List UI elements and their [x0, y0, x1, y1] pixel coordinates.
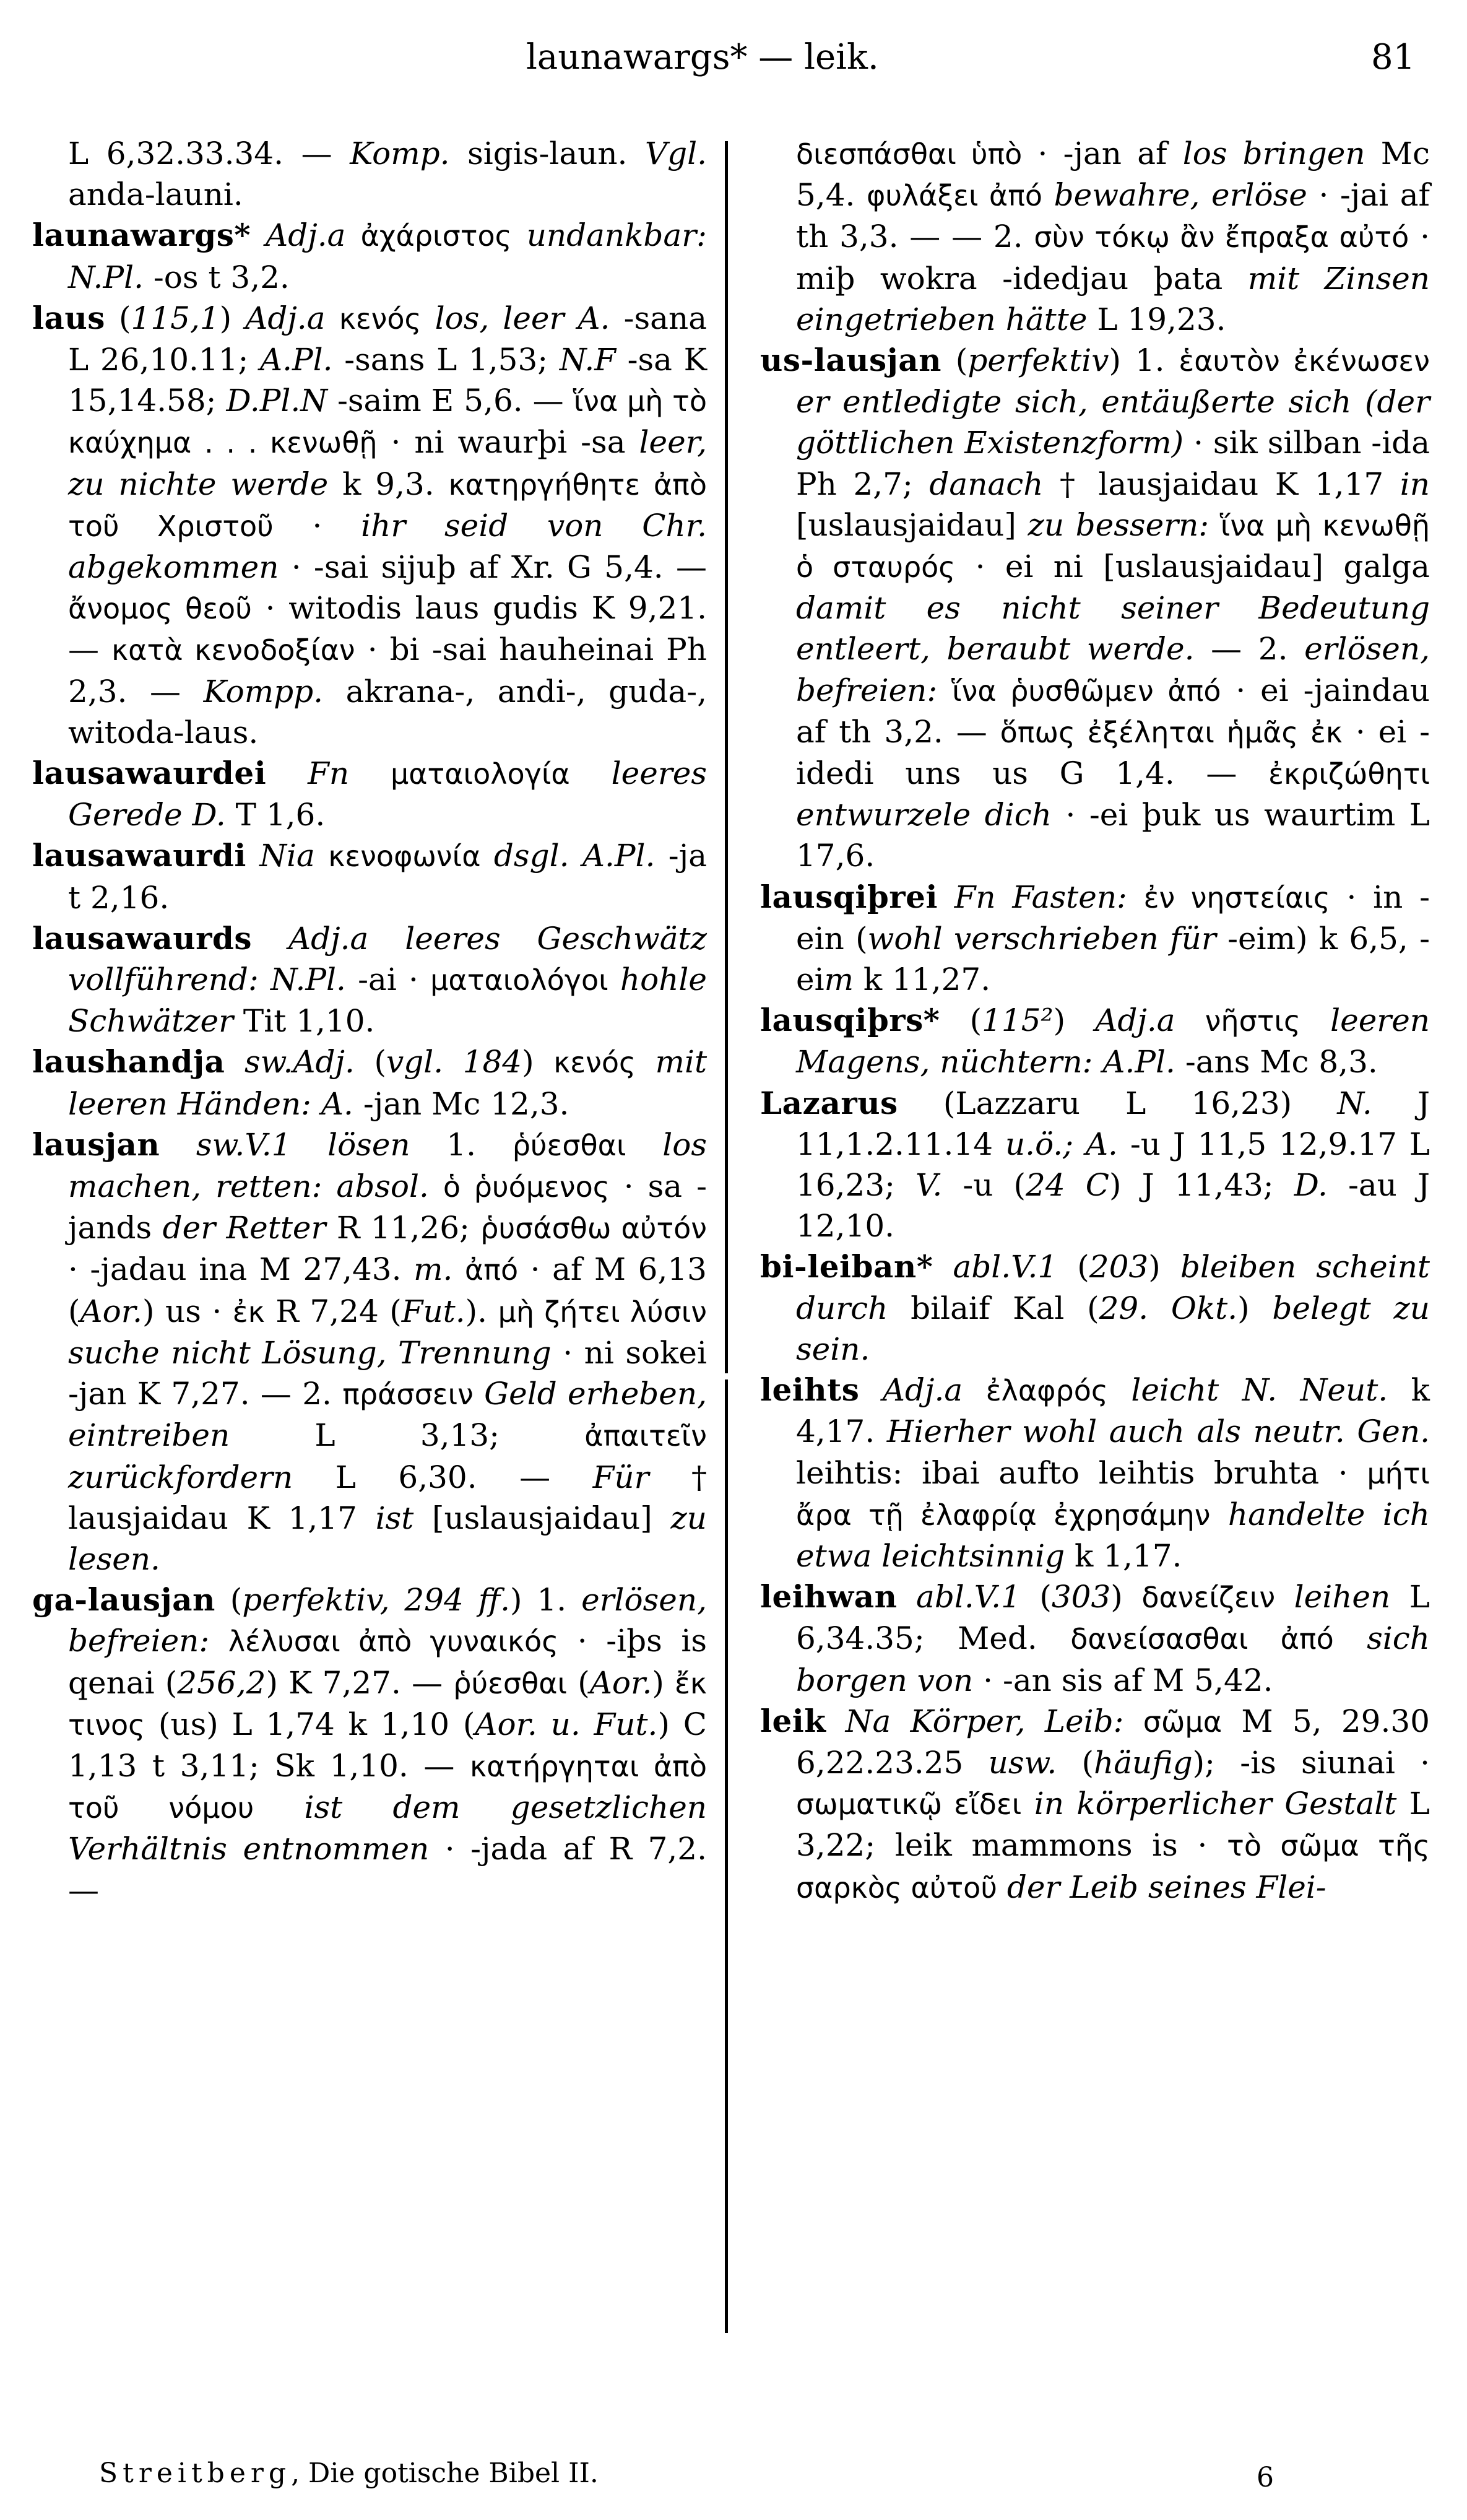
greek-text: ἀπαιτεῖν	[584, 1419, 707, 1453]
dictionary-entry	[760, 1083, 1430, 1247]
greek-text: ἵνα μὴ κενωθῇ ὁ σταυρός	[796, 508, 1430, 584]
italic-gloss: Kompp.	[203, 673, 324, 710]
italic-gloss: abl.V.1	[897, 1579, 1021, 1615]
body-text: ·	[273, 507, 361, 544]
dictionary-entry	[32, 215, 707, 297]
dictionary-entry	[760, 1000, 1430, 1082]
body-text: )	[1110, 1579, 1142, 1615]
greek-text: τὸ σῶμα τῆς σαρκὸς αὐτοῦ	[796, 1829, 1430, 1905]
headword: lausqiþrs*	[760, 1002, 940, 1039]
body-text: Mc 5,4.	[796, 136, 1430, 214]
body-text: · -jan af	[1022, 136, 1183, 172]
headword: leihts	[760, 1371, 860, 1409]
body-text: -saim E 5,6. —	[327, 383, 574, 419]
italic-gloss: m.	[413, 1251, 453, 1288]
body-text: -ai ·	[345, 962, 431, 998]
dictionary-entry	[760, 1246, 1430, 1370]
column-divider	[725, 141, 728, 1373]
italic-gloss: Nia	[246, 838, 329, 874]
body-text: anda-launi.	[68, 176, 243, 213]
dictionary-entry	[32, 298, 707, 753]
italic-gloss: Hierher wohl auch als neutr. Gen.	[886, 1414, 1430, 1450]
greek-text: σὺν τόκῳ ἂν ἔπραξα αὐτό	[1034, 220, 1409, 254]
greek-text: ὅπως ἐξέληται ἡμᾶς ἐκ	[1000, 715, 1343, 749]
body-text	[937, 672, 952, 708]
greek-text: σῶμα	[1143, 1705, 1222, 1739]
italic-gloss: häufig	[1094, 1744, 1193, 1781]
headword: laushandja	[32, 1043, 225, 1080]
italic-gloss: in	[1400, 466, 1430, 502]
body-text: L 19,23.	[1087, 301, 1226, 337]
italic-gloss: A.Pl.	[260, 342, 333, 378]
dictionary-entry	[32, 753, 707, 835]
italic-gloss: mit Zinsen eingetrieben hätte	[796, 260, 1430, 337]
greek-text: κατήργηται ἀπὸ τοῦ νόμου	[68, 1749, 707, 1825]
body-text: · sa -jands	[68, 1168, 707, 1246]
body-text: )	[219, 300, 246, 336]
italic-gloss: D.Pl.N	[226, 383, 327, 419]
signature-line	[99, 2455, 599, 2492]
greek-text: κενοφωνία	[328, 840, 481, 874]
italic-gloss: sw.Adj.	[225, 1044, 355, 1080]
body-text: (	[105, 300, 131, 336]
body-text: -sana L 26,10.11;	[68, 300, 708, 378]
body-text: · -ei þuk us waurtim L 17,6.	[796, 797, 1430, 874]
body-text	[209, 1623, 228, 1659]
dictionary-entry	[32, 1124, 707, 1579]
entry-continuation	[760, 133, 1430, 340]
dictionary-entry	[760, 877, 1430, 1001]
body-text: † lausjaidau K 1,17	[1043, 466, 1400, 502]
body-text: )	[1237, 1290, 1273, 1326]
body-text: · ei -idedi uns us G 1,4. —	[796, 713, 1430, 792]
body-text: (	[1057, 1249, 1089, 1285]
body-text: · in -ein (	[796, 879, 1430, 957]
body-text: · af M 6,13 (	[68, 1251, 707, 1329]
headword: lausawaurds	[32, 919, 253, 957]
headword: launawargs*	[32, 217, 251, 254]
body-text: -sa K 15,14.58;	[68, 342, 707, 419]
body-text: (us) L 1,74 k 1,10 (	[145, 1706, 475, 1742]
body-text	[1175, 1002, 1205, 1038]
italic-gloss: leicht N. Neut.	[1107, 1372, 1388, 1409]
italic-gloss: damit es nicht seiner Bedeutung entleert, beraubt werde.	[796, 590, 1430, 667]
body-text: · -sai sijuþ af Xr. G 5,4. —	[279, 549, 707, 586]
body-text: (	[940, 1002, 982, 1039]
italic-gloss: los machen, retten: absol.	[68, 1126, 707, 1205]
body-text: ) 1.	[1109, 342, 1179, 379]
page-number: 81	[1371, 37, 1416, 77]
greek-text: λέλυσαι ἀπὸ γυναικός	[228, 1625, 559, 1659]
headword: Lazarus	[760, 1084, 898, 1121]
italic-gloss: Komp.	[350, 136, 450, 172]
italic-gloss: los bringen	[1182, 136, 1365, 172]
greek-text: ματαιολόγοι	[430, 963, 608, 997]
body-text: · ni sokei -jan K 7,27. — 2.	[68, 1334, 707, 1412]
italic-gloss: perfektiv	[967, 342, 1109, 379]
italic-gloss: Adj.a	[251, 217, 361, 254]
italic-gloss: Aor. u. Fut.	[475, 1706, 658, 1742]
body-text: -sans L 1,53;	[332, 342, 560, 378]
column-divider	[725, 1379, 728, 2333]
body-text: (	[215, 1582, 243, 1618]
body-text: · miþ wokra -idedjau þata	[796, 219, 1430, 297]
body-text: -ja t 2,16.	[68, 838, 708, 916]
body-text: (	[354, 1044, 386, 1080]
body-text: akrana-, andi-, guda-, witoda-laus.	[68, 673, 707, 750]
signature-author: Streitberg	[99, 2457, 292, 2489]
running-title: launawargs* — leik.	[526, 37, 879, 77]
italic-gloss: los, leer A.	[421, 300, 610, 336]
italic-gloss: 256,2	[177, 1664, 266, 1701]
greek-text: ἵνα μὴ τὸ καύχημα . . . κενωθῇ	[68, 385, 707, 460]
signature-title: , Die gotische Bibel II.	[291, 2457, 599, 2489]
greek-text: νῆστις	[1205, 1004, 1300, 1038]
greek-text: φυλάξει ἀπό	[867, 179, 1043, 213]
italic-gloss: 303	[1051, 1579, 1111, 1615]
greek-text: ἐλαφρός	[985, 1374, 1108, 1408]
italic-gloss: Na Körper, Leib:	[826, 1703, 1124, 1739]
italic-gloss: perfektiv, 294 ff.	[242, 1582, 511, 1618]
italic-gloss: hohle Schwätzer	[68, 962, 708, 1040]
italic-gloss: er entledigte sich, entäußerte sich (der göttlichen Existenzform)	[796, 384, 1430, 461]
italic-gloss: 203	[1089, 1249, 1149, 1285]
greek-text: κενός	[553, 1046, 636, 1080]
greek-text: ἄνομος θεοῦ	[68, 592, 252, 626]
headword: leik	[760, 1702, 826, 1739]
greek-text: ἵνα ῥυσθῶμεν ἀπό	[952, 674, 1221, 708]
italic-gloss: Aor.	[80, 1293, 143, 1329]
body-text: M 5, 29.30 6,22.23.25	[796, 1703, 1430, 1781]
body-text: ) us ·	[142, 1293, 233, 1329]
greek-text: ἔκ τινος	[68, 1666, 708, 1742]
headword: lausawaurdei	[32, 755, 267, 792]
italic-gloss: usw.	[988, 1744, 1057, 1781]
body-text	[963, 1372, 986, 1408]
greek-text: ἀπό	[464, 1253, 519, 1287]
body-text: (Lazzaru L 16,23)	[898, 1085, 1338, 1121]
headword: lausqiþrei	[760, 878, 938, 915]
body-text: ) C 1,13 t 3,11; Sk 1,10. —	[68, 1706, 707, 1784]
greek-text: κατηργήθητε ἀπὸ τοῦ Χριστοῦ	[68, 467, 707, 543]
body-text: )	[1053, 1002, 1096, 1039]
italic-gloss: danach	[929, 466, 1044, 502]
italic-gloss: leihen	[1275, 1579, 1391, 1615]
body-text	[1127, 879, 1144, 915]
italic-gloss: Fn	[266, 755, 391, 792]
body-text: -u (	[942, 1167, 1026, 1204]
italic-gloss: Fn Fasten:	[937, 879, 1127, 915]
italic-gloss: 115²	[982, 1002, 1054, 1039]
headword: lausjan	[32, 1126, 160, 1163]
body-text: k 9,3.	[328, 466, 449, 502]
body-text: (	[1020, 1579, 1052, 1615]
body-text: -os t 3,2.	[143, 259, 290, 295]
body-text: (	[941, 342, 968, 379]
body-text	[452, 1251, 465, 1287]
greek-text: μήτι ἄρα τῇ ἐλαφρίᾳ ἐχρησάμην	[796, 1456, 1430, 1532]
body-text: ); -is siunai ·	[1192, 1744, 1430, 1781]
italic-gloss: Adj.a	[1095, 1002, 1175, 1039]
body-text: L 6,30. —	[293, 1459, 593, 1495]
dictionary-entry	[760, 1370, 1430, 1576]
body-text: · ei ni [uslausjaidau] galga	[955, 549, 1430, 585]
italic-gloss: 24 C	[1026, 1167, 1109, 1204]
italic-gloss: leer, zu nichte werde	[68, 424, 707, 502]
body-text: L 6,34.35; Med.	[796, 1579, 1430, 1657]
italic-gloss: V.	[915, 1167, 943, 1204]
entry-continuation	[32, 133, 707, 215]
italic-gloss: zu bessern:	[1028, 506, 1210, 543]
body-text: k 11,27.	[854, 962, 991, 998]
italic-gloss: leeres Gerede D.	[68, 755, 707, 833]
body-text: Tit 1,10.	[233, 1003, 375, 1040]
dictionary-entry	[760, 340, 1430, 877]
body-text: [uslausjaidau]	[413, 1500, 671, 1536]
body-text	[429, 1168, 443, 1204]
headword: laus	[32, 299, 105, 336]
greek-text: μὴ ζήτει λύσιν	[498, 1295, 707, 1329]
body-text: -jan Mc 12,3.	[353, 1085, 569, 1122]
body-text: · ei -jaindau af th 3,2. —	[796, 672, 1430, 750]
italic-gloss: Für	[592, 1459, 649, 1495]
italic-gloss: suche nicht Lösung, Trennung	[68, 1334, 552, 1371]
left-column	[32, 133, 707, 1911]
greek-text: διεσπάσθαι ὑπὸ	[796, 137, 1023, 171]
body-text: † lausjaidau K 1,17	[68, 1459, 707, 1536]
body-text: L 3,22; leik mammons is ·	[796, 1786, 1430, 1864]
italic-gloss: vgl. 184	[386, 1044, 522, 1080]
headword: lausawaurdi	[32, 837, 246, 874]
headword: us-lausjan	[760, 342, 941, 379]
italic-gloss: N.	[1337, 1085, 1372, 1121]
italic-gloss: ihr seid von Chr. abgekommen	[68, 507, 707, 586]
italic-gloss: Vgl.	[645, 136, 707, 172]
body-text: ).	[465, 1293, 498, 1329]
greek-text: ῥύεσθαι	[453, 1666, 568, 1700]
body-text: -ans Mc 8,3.	[1175, 1044, 1378, 1080]
greek-text: ῥυσάσθω αὐτόν	[480, 1212, 707, 1246]
greek-text: κενός	[339, 302, 422, 336]
greek-text: ἀχάριστος	[360, 219, 512, 253]
body-text: T 1,6.	[225, 797, 326, 833]
italic-gloss: erlösen, befreien:	[68, 1582, 707, 1659]
italic-gloss: 115,1	[131, 300, 220, 336]
greek-text: πράσσειν	[342, 1378, 474, 1412]
body-text: — 2.	[1194, 631, 1305, 667]
greek-text: ἐκ	[232, 1295, 265, 1329]
italic-gloss: bewahre, erlöse	[1042, 177, 1307, 214]
italic-gloss: N.F	[559, 342, 616, 378]
italic-gloss: handelte ich etwa leichtsinnig	[796, 1496, 1430, 1574]
body-text: (	[567, 1664, 590, 1701]
headword: leihwan	[760, 1578, 898, 1615]
body-text: ) J 11,43;	[1109, 1167, 1294, 1204]
italic-gloss: der Retter	[162, 1210, 326, 1246]
italic-gloss: belegt zu sein.	[796, 1290, 1430, 1367]
body-text: )	[652, 1664, 675, 1701]
headword: bi-leiban*	[760, 1248, 933, 1285]
body-text: 1.	[410, 1126, 513, 1163]
greek-text: σωματικῷ εἴδει	[796, 1788, 1022, 1822]
greek-text: ἑαυτὸν ἐκένωσεν	[1179, 344, 1430, 378]
dictionary-entry	[760, 1576, 1430, 1701]
body-text: L 3,13;	[230, 1417, 585, 1454]
italic-gloss: mit leeren Händen: A.	[68, 1044, 708, 1122]
italic-gloss: u.ö.; A.	[1005, 1126, 1118, 1162]
body-text: J 11,1.2.11.14	[796, 1085, 1430, 1162]
body-text: -u J 11,5 12,9.17 L 16,23;	[796, 1126, 1430, 1204]
greek-text: ὁ ῥυόμενος	[443, 1170, 610, 1204]
body-text: L 6,32.33.34. —	[68, 136, 350, 172]
dictionary-entry	[32, 1041, 707, 1124]
body-text: R 11,26;	[326, 1210, 481, 1246]
body-text: · -jadau ina M 27,43.	[68, 1251, 414, 1288]
body-text: · -iþs is qenai (	[68, 1623, 707, 1701]
greek-text: ἐν νηστείαις	[1143, 880, 1330, 915]
italic-gloss: ist	[375, 1500, 414, 1536]
italic-gloss: Adj.a	[245, 300, 326, 336]
italic-gloss: erlösen, befreien:	[796, 631, 1430, 708]
italic-gloss: der Leib seines Flei-	[997, 1869, 1326, 1905]
running-head	[0, 30, 1467, 85]
body-text: leihtis: ibai aufto leihtis bruhta ·	[796, 1454, 1367, 1491]
greek-text: δανείζειν	[1141, 1581, 1276, 1615]
greek-text: ἐκριζώθητι	[1268, 757, 1430, 791]
italic-gloss: undankbar: N.Pl.	[68, 217, 707, 295]
italic-gloss: leeren Magens, nüchtern: A.Pl.	[796, 1002, 1430, 1080]
italic-gloss: entwurzele dich	[796, 797, 1052, 833]
italic-gloss: wohl verschrieben für	[867, 920, 1216, 957]
italic-gloss: bleiben scheint durch	[796, 1249, 1430, 1326]
right-column	[760, 133, 1430, 1908]
body-text: · ni waurþi -sa	[377, 424, 639, 461]
body-text: · sik silban -ida Ph 2,7;	[796, 425, 1430, 502]
body-text: R 7,24 (	[264, 1293, 402, 1329]
body-text: )	[1148, 1249, 1180, 1285]
dictionary-entry	[32, 1579, 707, 1911]
body-text: ) 1.	[510, 1582, 582, 1618]
body-text	[326, 300, 339, 336]
body-text: · -jada af R 7,2. —	[68, 1831, 707, 1908]
body-text: bilaif Kal (	[888, 1290, 1099, 1326]
italic-gloss: D.	[1294, 1167, 1328, 1204]
sheet-number: 6	[1257, 2462, 1274, 2493]
dictionary-entry	[32, 835, 707, 918]
italic-gloss: Geld erheben, eintreiben	[68, 1376, 707, 1454]
italic-gloss: sw.V.1 lösen	[160, 1126, 410, 1163]
italic-gloss: 29. Okt.	[1099, 1290, 1238, 1326]
greek-text: κατὰ κενοδοξίαν	[111, 633, 355, 667]
dictionary-entry	[760, 1701, 1430, 1908]
body-text: · -jai af th 3,3. — — 2.	[796, 177, 1430, 255]
body-text: · bi -sai hauheinai Ph 2,3. —	[68, 632, 708, 710]
italic-gloss: ist dem gesetzlichen Verhältnis entnommen	[68, 1789, 707, 1867]
greek-text: ματαιολογία	[390, 757, 570, 791]
body-text	[1123, 1703, 1143, 1739]
dictionary-entry	[32, 918, 707, 1042]
body-text: (	[1057, 1744, 1094, 1781]
body-text: -au J 12,10.	[796, 1167, 1430, 1245]
greek-text: ῥύεσθαι	[512, 1128, 626, 1162]
body-text: -eim) k 6,5, -ei	[796, 920, 1430, 998]
italic-gloss: in körperlicher Gestalt	[1021, 1786, 1397, 1822]
italic-gloss: abl.V.1	[933, 1249, 1058, 1285]
body-text: sigis-laun.	[449, 136, 645, 172]
italic-gloss: zu lesen.	[68, 1500, 707, 1577]
body-text	[1209, 507, 1221, 543]
italic-gloss: m	[824, 962, 854, 998]
italic-gloss: Fut.	[401, 1293, 465, 1329]
body-text: [uslausjaidau]	[796, 506, 1028, 543]
body-text: k 4,17.	[796, 1372, 1430, 1450]
headword: ga-lausjan	[32, 1581, 215, 1618]
body-text: · -an sis af M 5,42.	[973, 1662, 1273, 1698]
italic-gloss: Adj.a leeres Geschwätz vollführend: N.Pl.	[68, 920, 707, 998]
body-text: · witodis laus gudis K 9,21. —	[68, 590, 707, 668]
body-text: ) K 7,27. —	[266, 1664, 454, 1701]
italic-gloss: Aor.	[589, 1664, 652, 1701]
italic-gloss: dsgl. A.Pl.	[480, 838, 656, 874]
body-text: k 1,17.	[1065, 1537, 1182, 1574]
greek-text: δανείσασθαι ἀπό	[1070, 1622, 1334, 1656]
italic-gloss: Adj.a	[859, 1372, 963, 1409]
italic-gloss: sich borgen von	[796, 1620, 1430, 1698]
body-text: )	[522, 1044, 554, 1080]
italic-gloss: zurückfordern	[68, 1459, 293, 1495]
